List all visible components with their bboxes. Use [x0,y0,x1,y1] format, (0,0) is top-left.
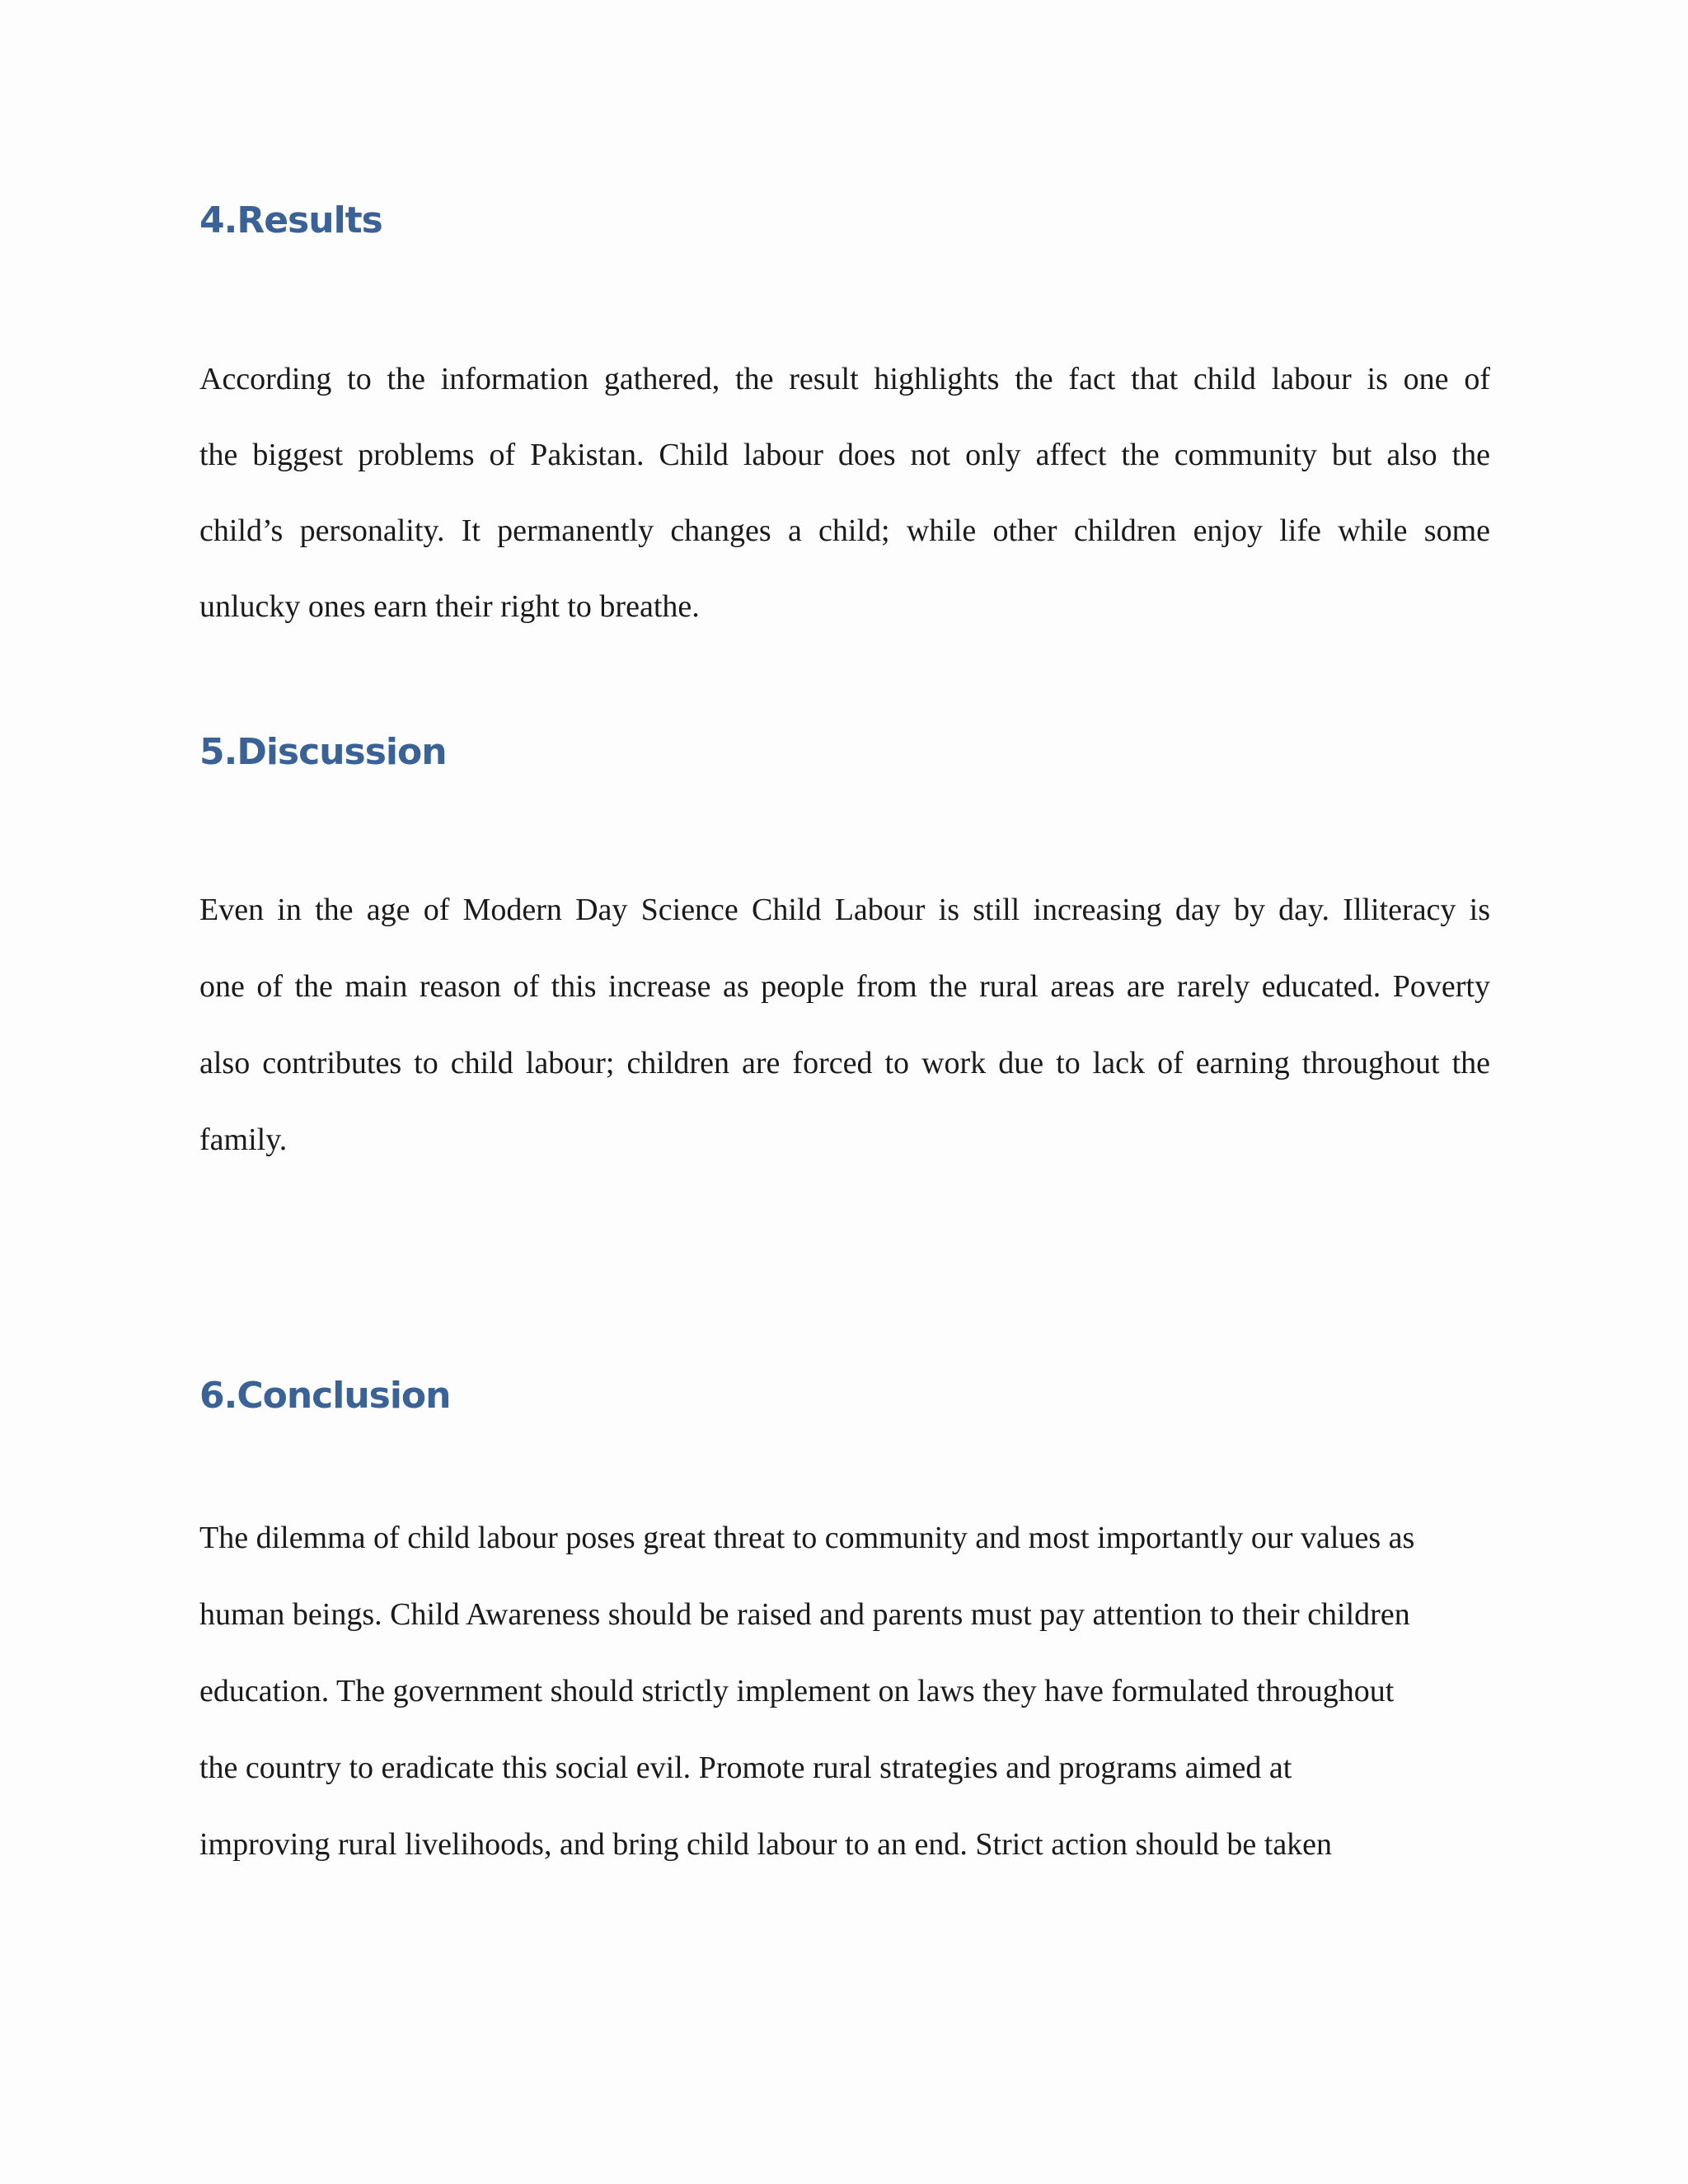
conclusion-line-2: human beings. Child Awareness should be raised and parents must pay attention to their children [199,1597,1410,1632]
results-line-4: unlucky ones earn their right to breathe. [199,589,700,624]
discussion-line-1: Even in the age of Modern Day Science Child Labour is still increasing day by day. Illiteracy is [199,893,1490,927]
conclusion-line-1: The dilemma of child labour poses great threat to community and most importantly our values as [199,1521,1415,1555]
results-line-3: child’s personality. It permanently changes a child; while other children enjoy life while some [199,513,1490,548]
discussion-line-4: family. [199,1122,288,1157]
results-line-2: the biggest problems of Pakistan. Child labour does not only affect the community but also the [199,438,1490,472]
discussion-line-3: also contributes to child labour; children are forced to work due to lack of earning throughout the [199,1046,1490,1080]
results-heading: 4.Results [199,199,382,241]
conclusion-line-4: the country to eradicate this social evil. Promote rural strategies and programs aimed at [199,1750,1292,1785]
conclusion-heading: 6.Conclusion [199,1375,451,1417]
conclusion-line-3: education. The government should strictly implement on laws they have formulated throughout [199,1674,1395,1708]
results-line-1: According to the information gathered, the result highlights the fact that child labour is one of [199,362,1490,396]
conclusion-line-5: improving rural livelihoods, and bring child labour to an end. Strict action should be taken [199,1827,1333,1862]
discussion-line-2: one of the main reason of this increase as people from the rural areas are rarely educated. Poverty [199,969,1490,1004]
discussion-heading: 5.Discussion [199,731,447,773]
